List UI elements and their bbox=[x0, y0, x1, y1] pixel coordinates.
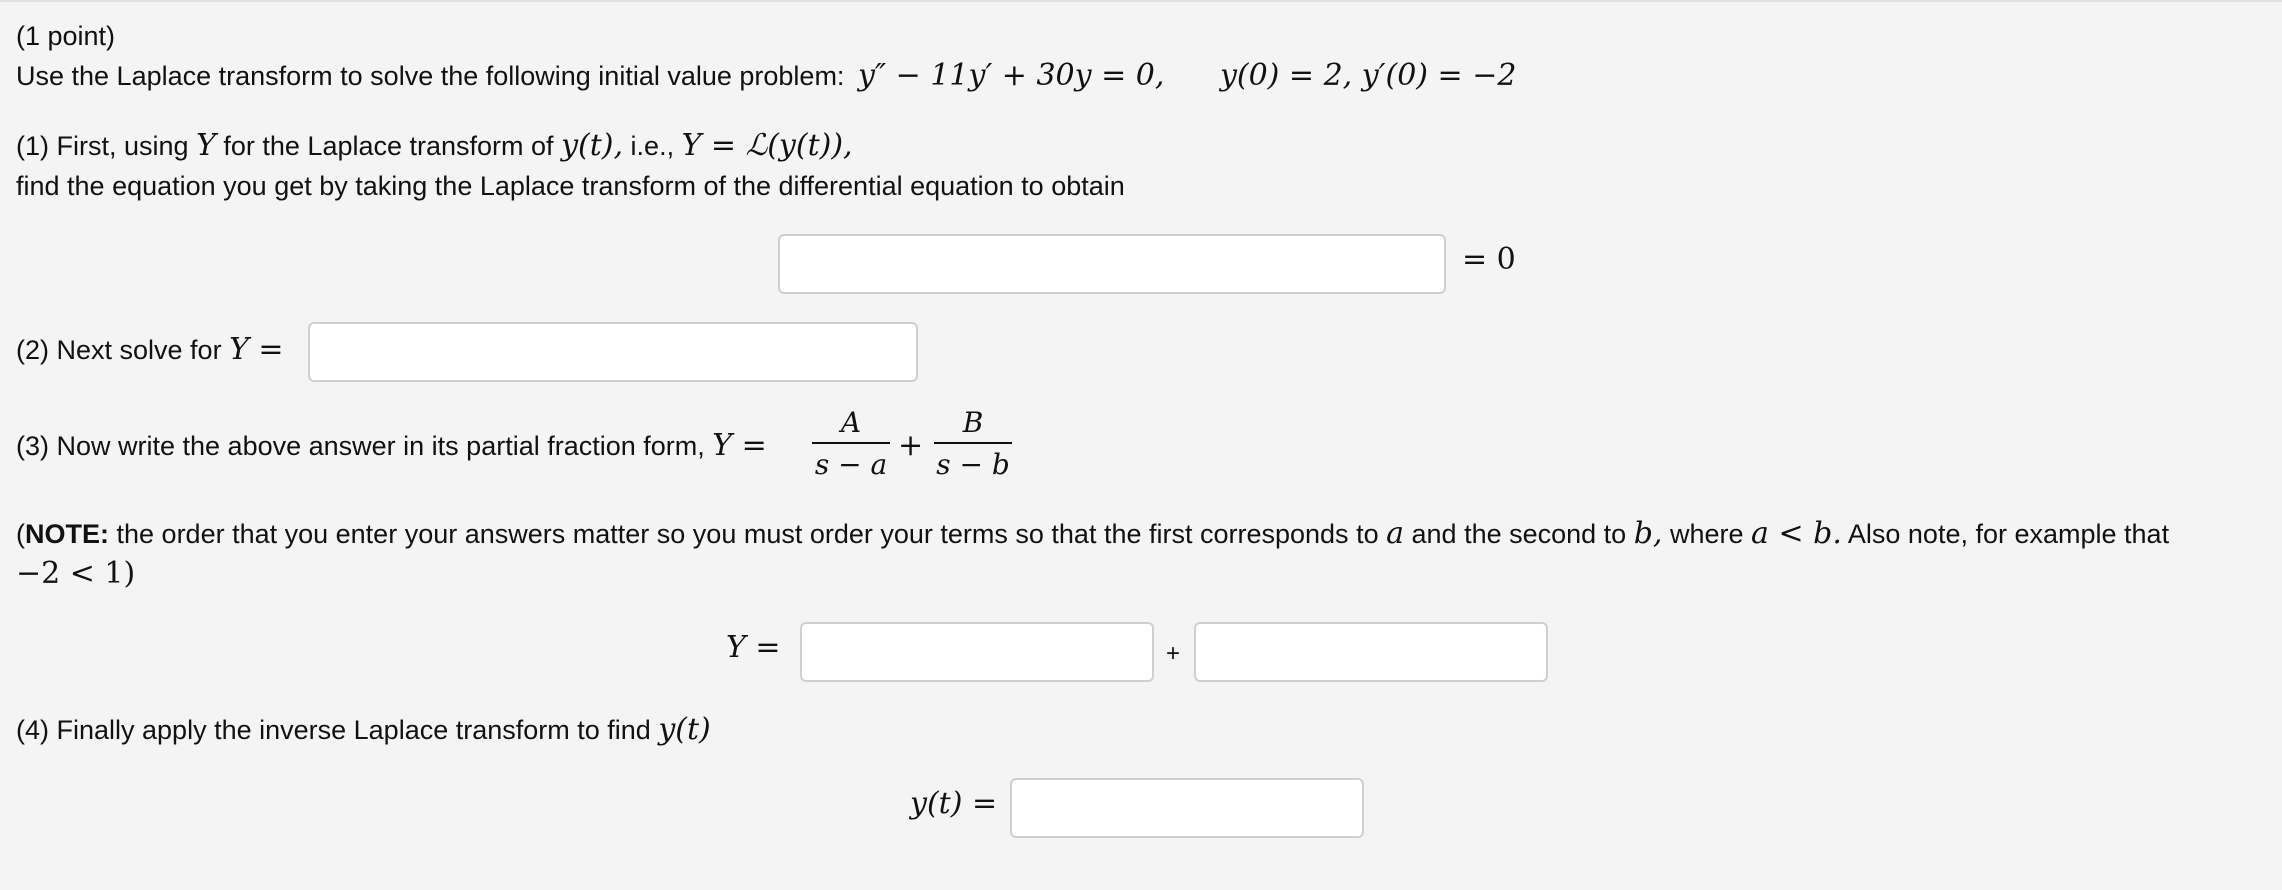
note-text-d: Also note, for example that bbox=[1847, 519, 2170, 549]
part3-answer-input-1[interactable] bbox=[800, 622, 1154, 682]
part4-y-of-t: y(t) bbox=[658, 712, 711, 747]
part3-plus: + bbox=[898, 428, 924, 463]
fraction-a-denominator: s − a bbox=[814, 448, 888, 481]
part3-var: Y = bbox=[712, 428, 767, 463]
part3-answer-plus: + bbox=[1166, 640, 1181, 667]
part4-label-row bbox=[16, 712, 711, 748]
part1-equals-zero: = 0 bbox=[1462, 242, 1516, 277]
fraction-b bbox=[934, 406, 1012, 482]
problem-equation: y″ − 11y′ + 30y = 0, bbox=[857, 58, 1165, 93]
note-bold: NOTE: bbox=[25, 519, 109, 549]
part1-text-a: (1) First, using bbox=[16, 131, 189, 161]
part3-label-row bbox=[16, 428, 767, 464]
fraction-a bbox=[812, 406, 890, 482]
note-paren: ( bbox=[16, 519, 25, 549]
initial-conditions: y(0) = 2, y′(0) = −2 bbox=[1219, 58, 1517, 93]
points-label: (1 point) bbox=[16, 21, 116, 51]
fraction-a-numerator: A bbox=[840, 406, 862, 439]
note-b: b, bbox=[1633, 516, 1663, 551]
fraction-b-bar bbox=[934, 442, 1012, 444]
note-inequality: a < b. bbox=[1751, 516, 1842, 551]
part3-answer-var: Y = bbox=[726, 630, 781, 665]
part1-answer-input[interactable] bbox=[778, 234, 1446, 294]
note-text-a: the order that you enter your answers matter so you must order your terms so that the first corresponds to bbox=[116, 519, 1379, 549]
problem-intro: Use the Laplace transform to solve the following initial value problem: bbox=[16, 61, 845, 91]
part2-label-row bbox=[16, 332, 284, 368]
part1-y-of-t: y(t), bbox=[561, 128, 624, 163]
note-text-b: and the second to bbox=[1411, 519, 1627, 549]
problem-statement bbox=[16, 58, 1516, 94]
part1-text-c: i.e., bbox=[630, 131, 675, 161]
note-example: −2 < 1) bbox=[16, 556, 136, 591]
part2-var: Y = bbox=[229, 332, 284, 367]
part1-var-y: Y bbox=[196, 128, 216, 163]
part1-text-b: for the Laplace transform of bbox=[223, 131, 554, 161]
part3-label: (3) Now write the above answer in its partial fraction form, bbox=[16, 431, 705, 461]
part4-answer-input[interactable] bbox=[1010, 778, 1364, 838]
note-a: a bbox=[1386, 516, 1404, 551]
note-text-c: where bbox=[1669, 519, 1744, 549]
part2-label: (2) Next solve for bbox=[16, 335, 222, 365]
part1-line2: find the equation you get by taking the Laplace transform of the differential equation to obtain bbox=[16, 171, 1125, 201]
fraction-b-denominator: s − b bbox=[936, 448, 1010, 481]
top-border bbox=[0, 0, 2282, 2]
note-line1 bbox=[16, 516, 2169, 552]
part1-laplace-def: Y = ℒ(y(t)), bbox=[681, 128, 853, 163]
part3-answer-input-2[interactable] bbox=[1194, 622, 1548, 682]
fraction-b-numerator: B bbox=[962, 406, 984, 439]
part4-label: (4) Finally apply the inverse Laplace transform to find bbox=[16, 715, 651, 745]
part2-answer-input[interactable] bbox=[308, 322, 918, 382]
part1-line1 bbox=[16, 128, 853, 164]
fraction-a-bar bbox=[812, 442, 890, 444]
part4-answer-var: y(t) = bbox=[910, 786, 998, 821]
